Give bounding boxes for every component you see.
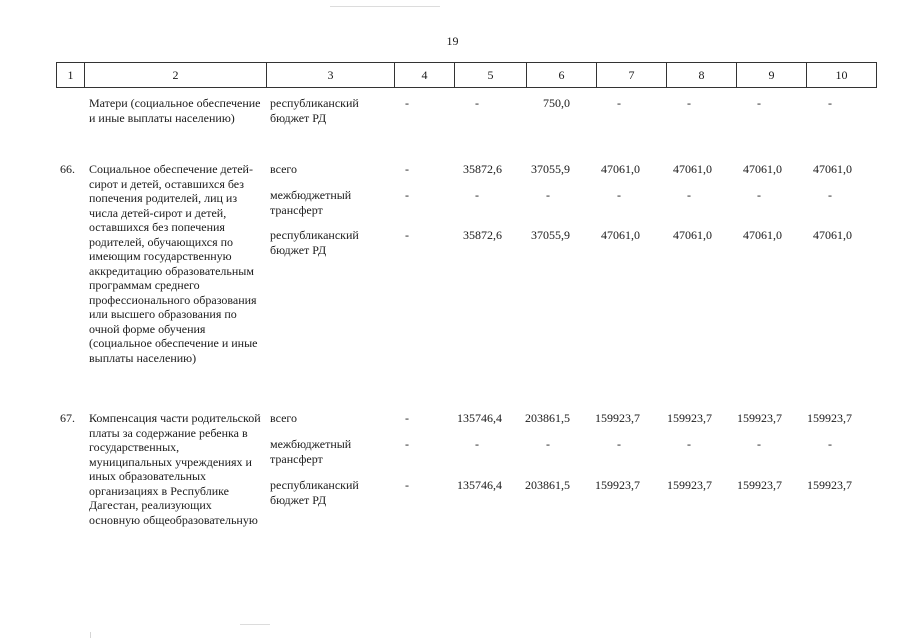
row-source-budget: республиканский бюджет РД <box>270 228 359 257</box>
column-header-1: 1 <box>57 63 85 88</box>
cell-col-9: 159923,7 <box>737 411 782 425</box>
cell-col-7: 159923,7 <box>595 411 640 425</box>
cell-col-4: - <box>405 411 409 425</box>
row-number: 67. <box>60 411 75 425</box>
cell-col-9: 47061,0 <box>743 228 782 242</box>
cell-col-7: - <box>617 96 621 110</box>
cell-col-9: - <box>757 437 761 451</box>
cell-col-4: - <box>405 437 409 451</box>
row-source-total: всего <box>270 162 298 176</box>
cell-col-10: - <box>828 188 832 202</box>
column-header-10: 10 <box>807 63 877 88</box>
cell-col-7: 47061,0 <box>601 162 640 176</box>
cell-col-6: - <box>546 437 550 451</box>
cell-col-5: - <box>475 188 479 202</box>
cell-col-6: 37055,9 <box>531 162 570 176</box>
cell-col-4: - <box>405 188 409 202</box>
cell-col-4: - <box>405 228 409 242</box>
cell-col-5: 35872,6 <box>463 228 502 242</box>
cell-col-5: 135746,4 <box>457 478 502 492</box>
page-number: 19 <box>446 34 459 48</box>
cell-col-7: - <box>617 437 621 451</box>
scan-speck <box>90 632 91 638</box>
cell-col-9: 159923,7 <box>737 478 782 492</box>
cell-col-5: 135746,4 <box>457 411 502 425</box>
cell-col-8: - <box>687 188 691 202</box>
column-header-9: 9 <box>737 63 807 88</box>
cell-col-8: 47061,0 <box>673 228 712 242</box>
row-name: Социальное обеспечение детей-сирот и детей, оставшихся без попечения родителей, лиц из числа детей-сирот и детей, оставшихся без попечения родителей, обучающихся по имеющим государственную аккредитацию образовательным программам среднего профессионального образования или высшего образования по очной форме обучения (социальное обеспечение и иные выплаты населению) <box>89 162 258 365</box>
cell-col-6: 37055,9 <box>531 228 570 242</box>
cell-col-7: - <box>617 188 621 202</box>
row-name: Матери (социальное обеспечение и иные выплаты населению) <box>89 96 261 125</box>
cell-col-5: - <box>475 96 479 110</box>
cell-col-4: - <box>405 478 409 492</box>
column-header-5: 5 <box>455 63 527 88</box>
cell-col-6: 750,0 <box>543 96 570 110</box>
cell-col-7: 159923,7 <box>595 478 640 492</box>
cell-col-8: - <box>687 96 691 110</box>
cell-col-10: 47061,0 <box>813 162 852 176</box>
cell-col-4: - <box>405 162 409 176</box>
row-source-transfer: межбюджетный трансферт <box>270 188 352 217</box>
column-header-3: 3 <box>267 63 395 88</box>
row-source: республиканский бюджет РД <box>270 96 359 125</box>
row-source-budget: республиканский бюджет РД <box>270 478 359 507</box>
column-header-8: 8 <box>667 63 737 88</box>
column-header-7: 7 <box>597 63 667 88</box>
cell-col-5: - <box>475 437 479 451</box>
cell-col-7: 47061,0 <box>601 228 640 242</box>
cell-col-8: 47061,0 <box>673 162 712 176</box>
cell-col-10: 159923,7 <box>807 478 852 492</box>
cell-col-6: 203861,5 <box>525 411 570 425</box>
cell-col-8: - <box>687 437 691 451</box>
row-name: Компенсация части родительской платы за содержание ребенка в государственных, муниципальных учреждениях и иных образовательных организациях в Республике Дагестан, реализующих основную общеобразовательную <box>89 411 261 527</box>
cell-col-6: 203861,5 <box>525 478 570 492</box>
cell-col-5: 35872,6 <box>463 162 502 176</box>
cell-col-8: 159923,7 <box>667 478 712 492</box>
cell-col-8: 159923,7 <box>667 411 712 425</box>
column-header-row <box>56 62 877 88</box>
column-header-6: 6 <box>527 63 597 88</box>
row-number: 66. <box>60 162 75 176</box>
cell-col-4: - <box>405 96 409 110</box>
cell-col-9: - <box>757 188 761 202</box>
cell-col-10: - <box>828 96 832 110</box>
scan-speck <box>330 6 440 7</box>
row-source-total: всего <box>270 411 298 425</box>
cell-col-10: 47061,0 <box>813 228 852 242</box>
cell-col-9: 47061,0 <box>743 162 782 176</box>
scan-speck <box>240 624 270 625</box>
column-header-2: 2 <box>85 63 267 88</box>
row-source-transfer: межбюджетный трансферт <box>270 437 352 466</box>
cell-col-10: 159923,7 <box>807 411 852 425</box>
cell-col-6: - <box>546 188 550 202</box>
cell-col-9: - <box>757 96 761 110</box>
cell-col-10: - <box>828 437 832 451</box>
column-header-4: 4 <box>395 63 455 88</box>
